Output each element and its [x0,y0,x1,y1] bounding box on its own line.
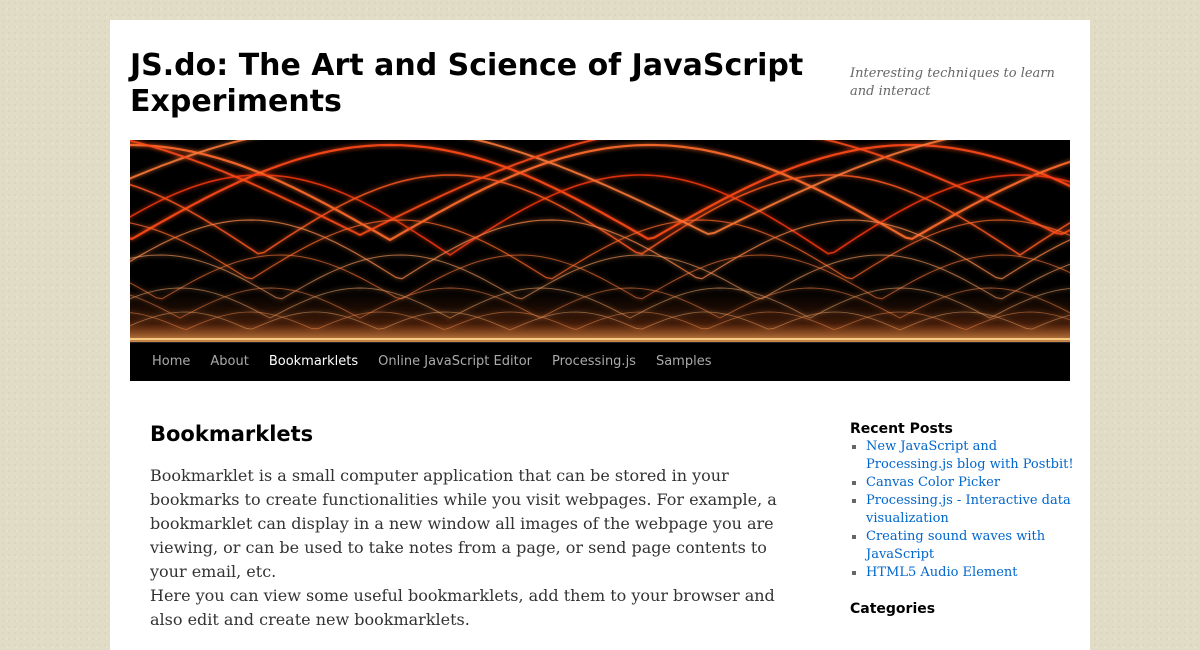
nav-item-online-javascript-editor[interactable]: Online JavaScript Editor [378,354,533,369]
nav-item-processing-js[interactable]: Processing.js [552,354,636,369]
recent-post-link[interactable]: Canvas Color Picker [866,475,1001,490]
nav-item-samples[interactable]: Samples [655,354,712,369]
list-item [866,438,1080,474]
entry-paragraph: Bookmarklet is a small computer application that can be stored in your bookmarks to create functionalities while you visit webpages. For example, a bookmarklet can display in a new window all images of the webpage you are viewing, or can be used to take notes from a page, or send page contents to your email, etc. [150,466,777,581]
list-item [866,474,1080,492]
site-description: Interesting techniques to learn and interact [850,66,1055,99]
main-content [150,420,790,632]
list-item [866,564,1080,582]
nav-item-bookmarklets[interactable]: Bookmarklets [268,354,359,369]
recent-post-link[interactable]: HTML5 Audio Element [866,565,1018,580]
page-wrapper [110,20,1090,650]
sidebar [850,420,1080,618]
entry-paragraph: Here you can view some useful bookmarklets, add them to your browser and also edit and create new bookmarklets. [150,586,775,629]
recent-post-link[interactable]: Creating sound waves with JavaScript [866,529,1046,562]
categories-title: Categories [850,601,936,617]
list-item [866,528,1080,564]
nav-item-home[interactable]: Home [152,354,191,369]
page-title: Bookmarklets [150,422,314,446]
entry-content [150,464,790,632]
header-banner-image [130,140,1070,342]
sound-wave-artwork [130,140,1070,342]
nav-item-about[interactable]: About [210,354,249,369]
site-title[interactable]: JS.do: The Art and Science of JavaScript Experiments [130,48,804,119]
recent-post-link[interactable]: Processing.js - Interactive data visualization [866,493,1071,526]
recent-post-link[interactable]: New JavaScript and Processing.js blog with Postbit! [866,439,1074,472]
recent-posts-list [850,438,1080,582]
main-navigation [130,342,1070,381]
list-item [866,492,1080,528]
recent-posts-title: Recent Posts [850,421,953,437]
